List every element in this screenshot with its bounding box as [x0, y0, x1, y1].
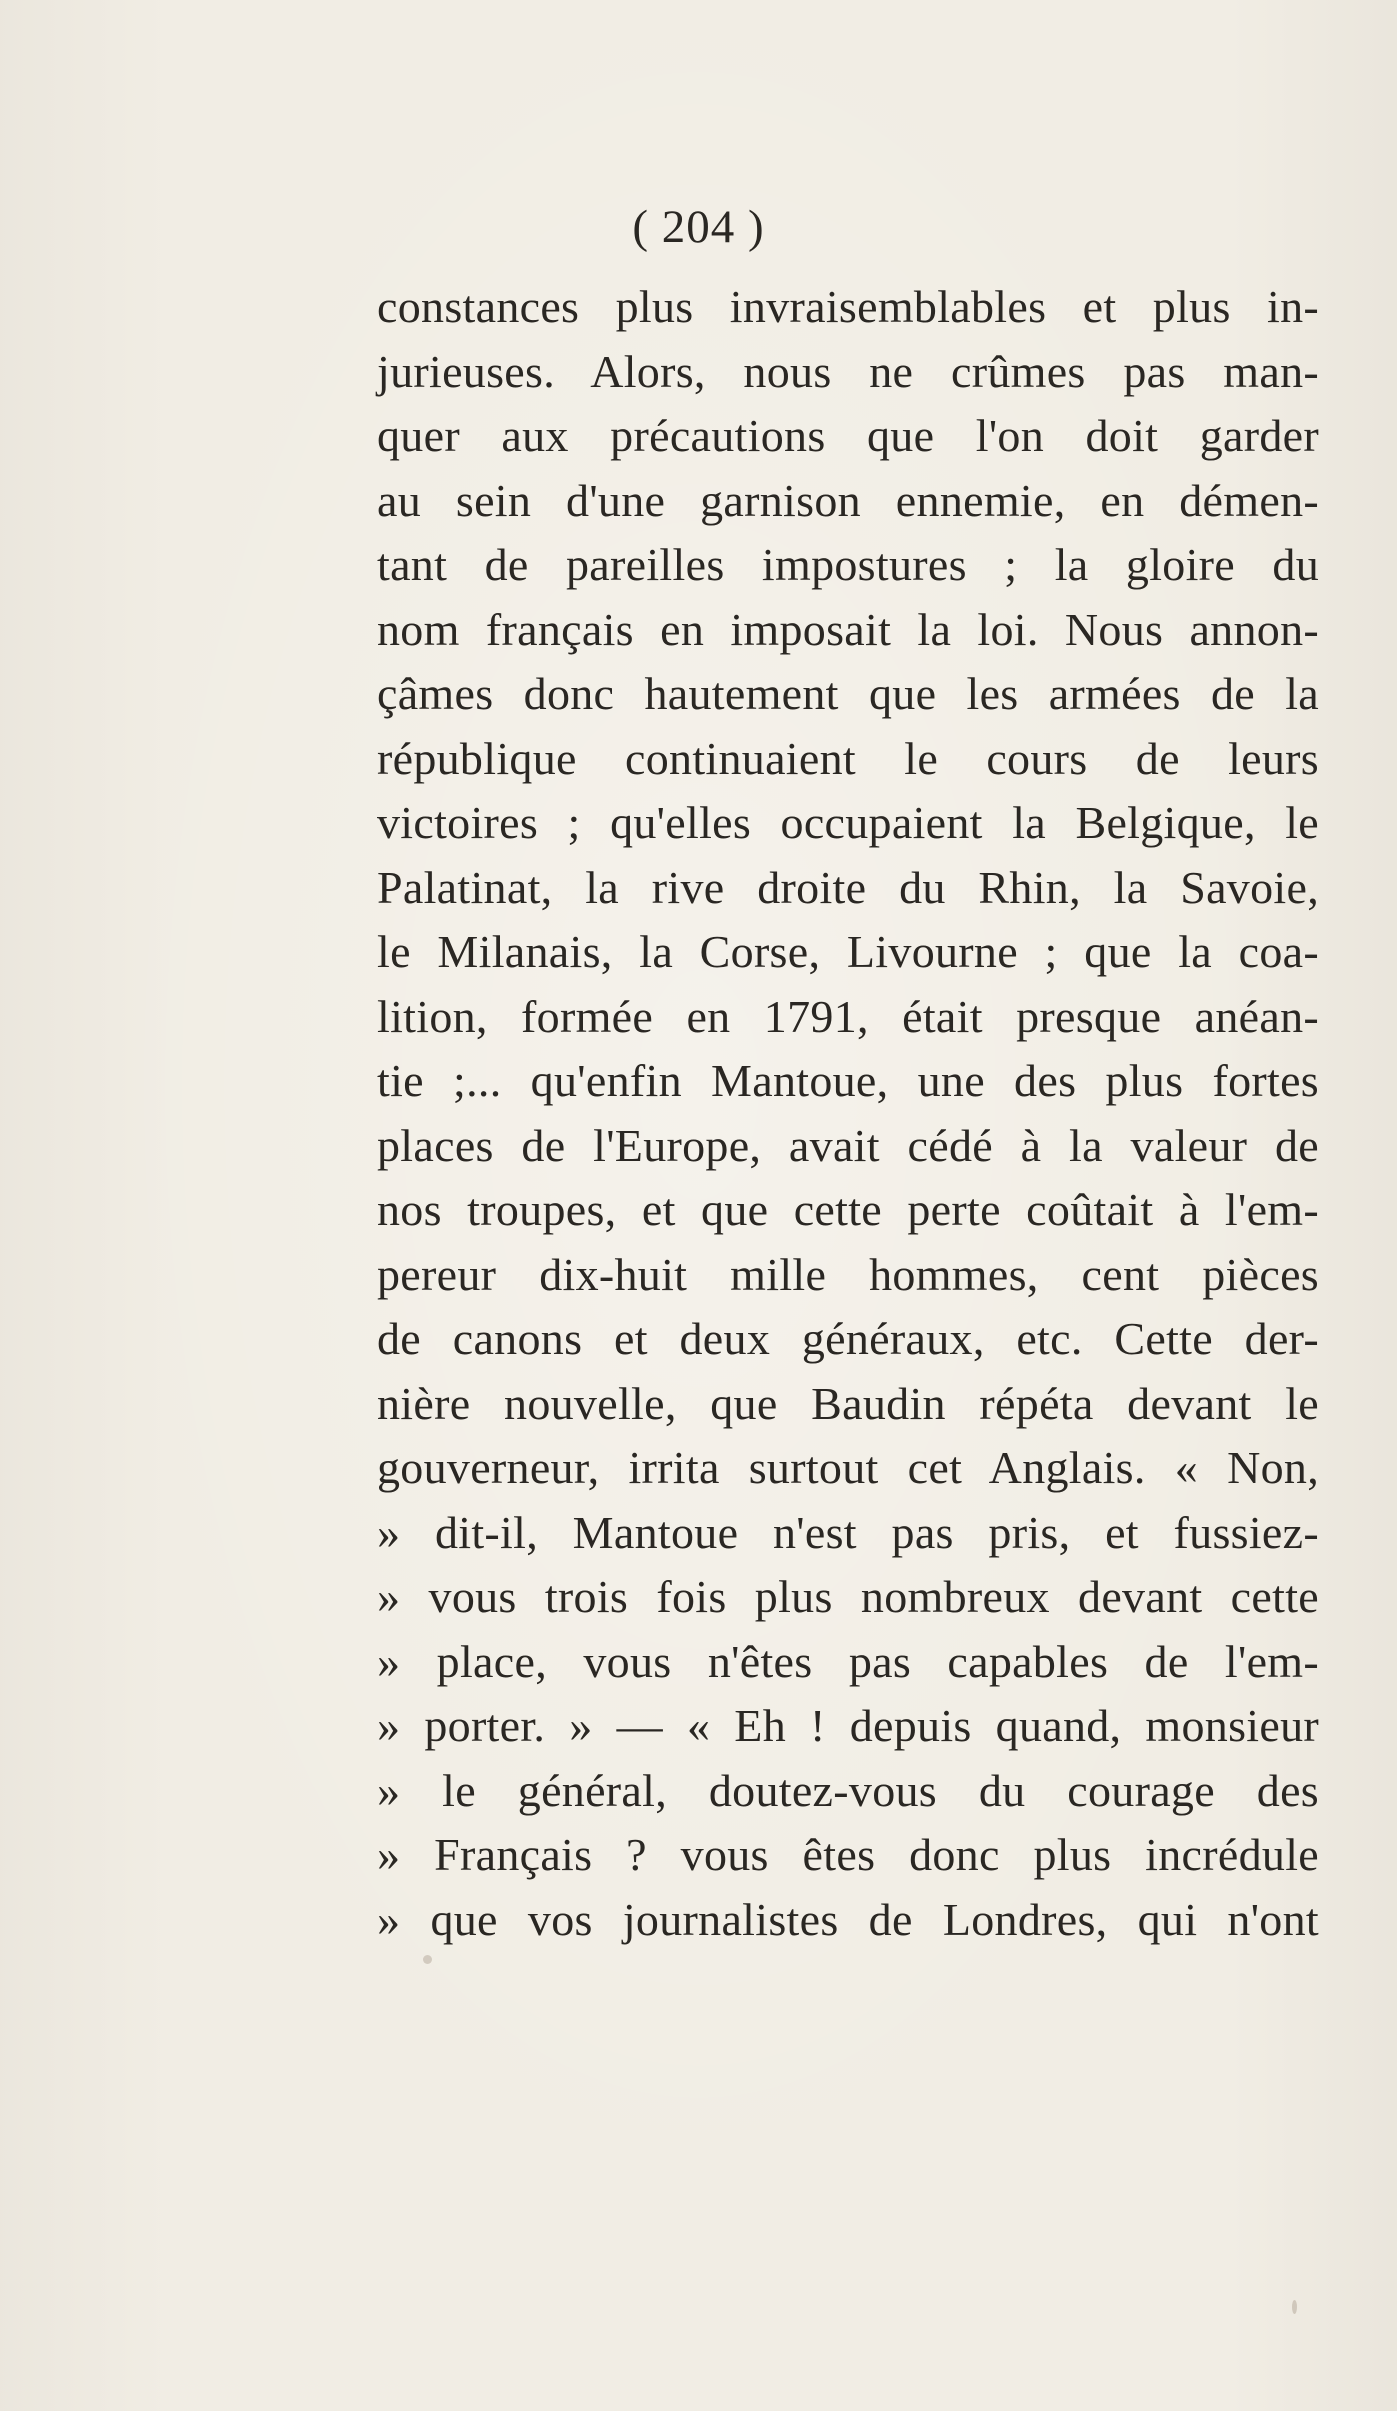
- text-line: nos troupes, et que cette perte coûtait à l'em-: [377, 1184, 1319, 1235]
- text-line: de canons et deux généraux, etc. Cette der-: [377, 1313, 1319, 1364]
- text-line: » que vos journalistes de Londres, qui n'ont: [377, 1893, 1319, 1945]
- text-line: le Milanais, la Corse, Livourne ; que la coa-: [377, 926, 1319, 977]
- text-line: » le général, doutez-vous du courage des: [377, 1764, 1319, 1816]
- body-text: [377, 275, 1319, 1952]
- text-line: » dit-il, Mantoue n'est pas pris, et fussiez-: [377, 1506, 1319, 1558]
- text-line: » Français ? vous êtes donc plus incrédule: [377, 1829, 1319, 1880]
- text-line: gouverneur, irrita surtout cet Anglais. « Non,: [377, 1442, 1319, 1493]
- text-line: lition, formée en 1791, était presque anéan-: [377, 990, 1319, 1042]
- text-line: tie ;... qu'enfin Mantoue, une des plus fortes: [377, 1055, 1319, 1106]
- paper-speck: [423, 1955, 432, 1964]
- text-line: pereur dix-huit mille hommes, cent pièces: [377, 1248, 1319, 1300]
- text-line: » place, vous n'êtes pas capables de l'em-: [377, 1635, 1319, 1687]
- text-line: république continuaient le cours de leurs: [377, 732, 1319, 784]
- text-line: au sein d'une garnison ennemie, en démen-: [377, 474, 1319, 526]
- text-line: nière nouvelle, que Baudin répéta devant le: [377, 1377, 1319, 1429]
- text-line: Palatinat, la rive droite du Rhin, la Savoie,: [377, 861, 1319, 913]
- text-line: nom français en imposait la loi. Nous annon-: [377, 603, 1319, 655]
- text-line: quer aux précautions que l'on doit garder: [377, 410, 1319, 461]
- text-line: tant de pareilles impostures ; la gloire du: [377, 539, 1319, 590]
- text-line: constances plus invraisemblables et plus in-: [377, 281, 1319, 332]
- page-number: ( 204 ): [632, 201, 765, 253]
- text-line: places de l'Europe, avait cédé à la valeur de: [377, 1119, 1319, 1171]
- text-line: victoires ; qu'elles occupaient la Belgique, le: [377, 797, 1319, 848]
- text-line: jurieuses. Alors, nous ne crûmes pas man-: [377, 345, 1319, 397]
- paper-speck: [1292, 2300, 1297, 2314]
- text-line: » vous trois fois plus nombreux devant cette: [377, 1571, 1319, 1622]
- text-line: » porter. » — « Eh ! depuis quand, monsieur: [377, 1700, 1319, 1751]
- text-line: çâmes donc hautement que les armées de la: [377, 668, 1319, 719]
